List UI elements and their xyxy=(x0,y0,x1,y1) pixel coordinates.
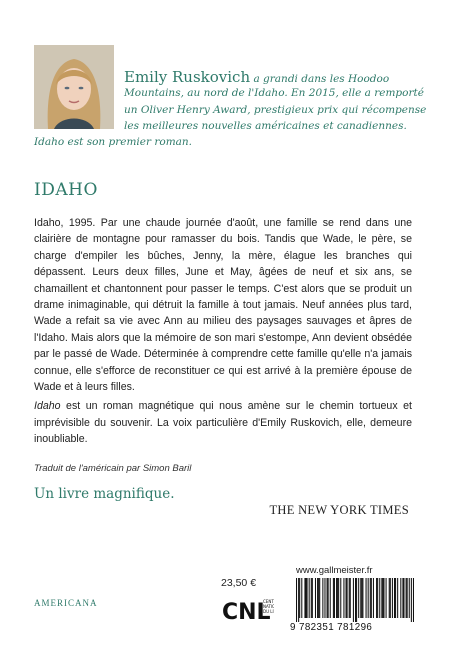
barcode-icon xyxy=(296,578,414,622)
author-bio-line-2: Mountains, au nord de l'Idaho. En 2015, elle a remporté xyxy=(124,87,424,99)
author-bio-line-3: un Oliver Henry Award, prestigieux prix qui récompense xyxy=(124,104,427,116)
book-title: IDAHO xyxy=(34,180,98,200)
price: 23,50 € xyxy=(221,577,257,589)
isbn-digits: 9 782351 781296 xyxy=(290,622,373,633)
cnl-logo-icon xyxy=(222,588,274,624)
collection-name: AMERICANA xyxy=(34,598,98,608)
svg-text:CNL: CNL xyxy=(222,600,271,624)
svg-text:DU LIVRE: DU LI xyxy=(263,609,274,614)
isbn-barcode xyxy=(296,578,414,622)
synopsis xyxy=(34,215,412,451)
svg-text:CENTRE: CENT xyxy=(263,599,274,604)
author-bio-line-4: les meilleures nouvelles américaines et canadiennes. xyxy=(124,120,407,132)
svg-text:NATIONAL: NATI xyxy=(263,604,273,609)
press-quote-source: THE NEW YORK TIMES xyxy=(269,503,409,517)
publisher-website: www.gallmeister.fr xyxy=(296,565,373,576)
translator-credit: Traduit de l'américain par Simon Baril xyxy=(34,463,192,474)
author-bio-line-1: Emily Ruskovich a grandi dans les Hoodoo xyxy=(124,68,390,86)
press-quote: Un livre magnifique. xyxy=(34,486,175,502)
author-name: Emily Ruskovich xyxy=(124,68,251,86)
author-bio-line-5: Idaho est son premier roman. xyxy=(34,136,193,148)
synopsis-paragraph-2: Idaho est un roman magnétique qui nous amène sur le chemin tortueux et imprévisible du souvenir. La voix particulière d'Emily Ruskovich, elle, demeure inoubliable. xyxy=(34,400,412,446)
author-portrait-image xyxy=(34,45,114,129)
cnl-logo xyxy=(222,588,274,624)
synopsis-paragraph-1: Idaho, 1995. Par une chaude journée d'août, une famille se rend dans une clairière de montagne pour ramasser du bois. Tandis que Wade, le père, se charge d'empiler les bûches, Jenny, la mère, élague les branches qui dépassent. Leurs deux filles, June et May, âgées de neuf et six ans, se chamaillent et chantonnent pour passer le temps. C'est alors que se produit un drame inimaginable, qui détruit la famille à tout jamais. Neuf années plus tard, Wade a refait sa vie avec Ann au milieu des paysages sauvages et âpres de l'Idaho. Mais alors que la mémoire de son mari s'estompe, Ann devient obsédée par le passé de Wade. Déterminée à comprendre cette famille qu'elle n'a jamais connue, elle s'efforce de reconstituer ce qui est arrivé à la première épouse de Wade et à leurs filles. xyxy=(34,217,412,394)
author-photo xyxy=(34,45,114,129)
synopsis-book-title: Idaho xyxy=(34,400,61,413)
